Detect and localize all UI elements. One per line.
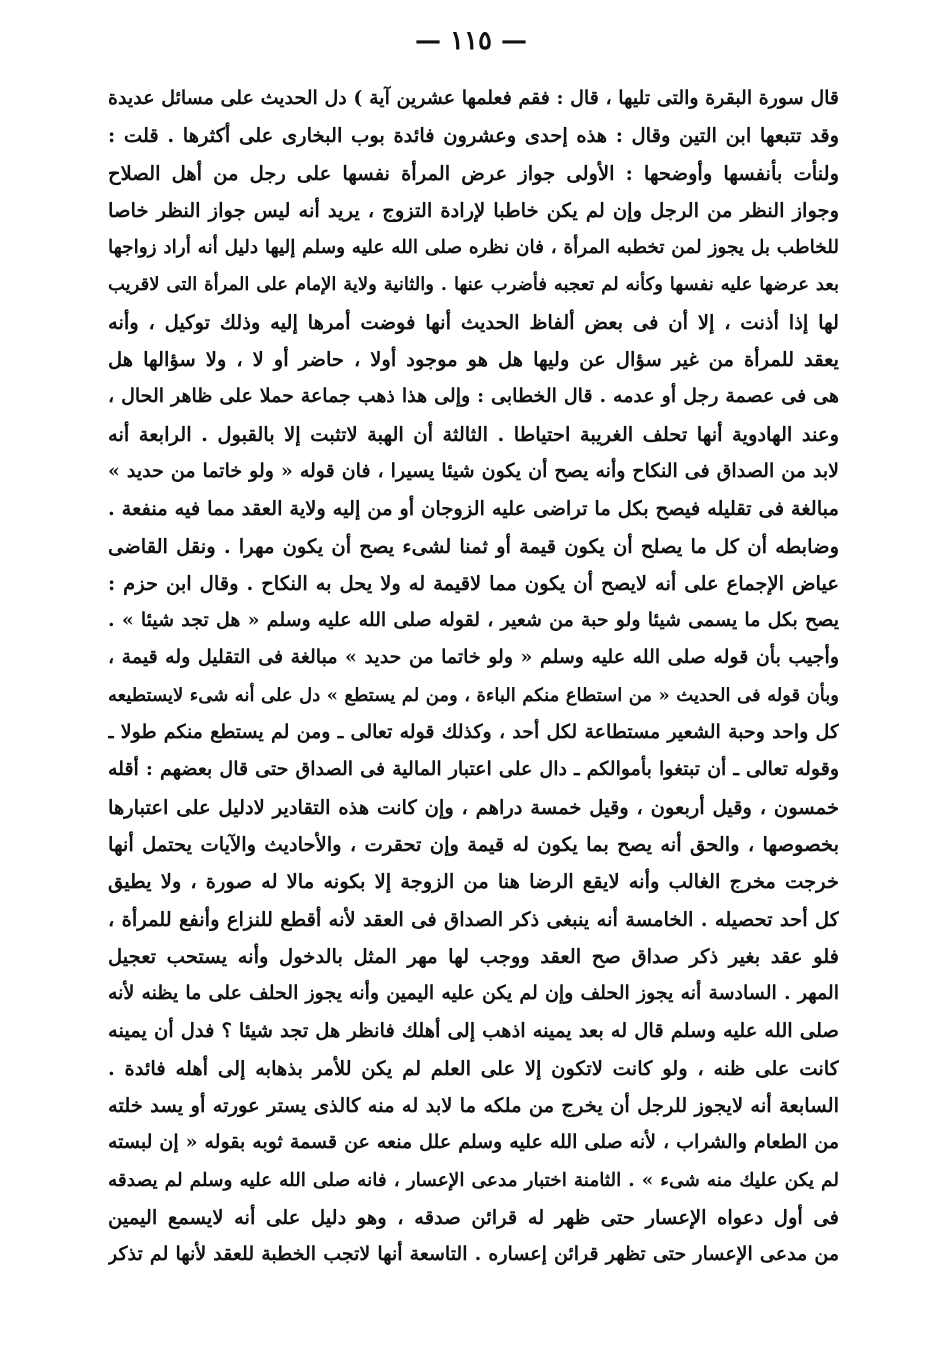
- text-line: كل أحد تحصيله . الخامسة أنه ينبغى ذكر الصداق فى العقد لأنه أقطع للنزاع وأنفع للمرأة ،: [108, 907, 839, 931]
- text-line: لم يكن عليك منه شىء » . الثامنة اختبار مدعى الإعسار ، فانه صلى الله عليه وسلم لم يصدقه: [108, 1169, 839, 1191]
- text-line: يصح بكل ما يسمى شيئا ولو حبة من شعير ، لقوله صلى الله عليه وسلم « هل تجد شيئا » .: [108, 609, 839, 632]
- text-line: من الطعام والشراب ، لأنه صلى الله عليه وسلم علل منعه عن قسمة ثوبه بقوله « إن لبسته: [108, 1131, 839, 1154]
- text-line: يعقد للمرأة من غير سؤال عن وليها هل هو موجود أولا ، حاضر أو لا ، ولا سؤالها هل: [108, 348, 839, 372]
- text-line: وضابطه أن كل ما يصلح أن يكون قيمة أو ثمنا لشىء يصح أن يكون مهرا . ونقل القاضى: [108, 534, 839, 558]
- text-line: عياض الإجماع على أنه لايصح أن يكون مما لاقيمة له ولا يحل به النكاح . وقال ابن حزم :: [108, 571, 839, 595]
- text-line: وبأن قوله فى الحديث « من استطاع منكم الباءة ، ومن لم يستطع » دل على أنه شىء لايستطيعه: [108, 684, 839, 706]
- text-line: المهر . السادسة أنه يجوز الحلف وإن لم يكن عليه اليمين وأنه يجوز الحلف على ما يظنه لأنه: [108, 982, 839, 1005]
- text-line: ولنأت بأنفسها وأوضحها : الأولى جواز عرض المرأة نفسها على رجل من أهل الصلاح: [108, 161, 839, 185]
- text-line: خرجت مخرج الغالب وأنه لايقع الرضا هنا من الزوجة إلا بكونه مالا له صورة ، ولا يطيق: [108, 870, 839, 894]
- text-line: فى أول دعواه الإعسار حتى ظهر له قرائن صدقه ، وهو دليل على أنه لايسمع اليمين: [108, 1205, 839, 1229]
- text-line: خمسون ، وقيل أربعون ، وقيل خمسة دراهم ، وإن كانت هذه التقادير لادليل على اعتبارها: [108, 795, 839, 819]
- text-line: بعد عرضها عليه نفسها وكأنه لم تعجبه فأضرب عنها . والثانية ولاية الإمام على المرأة التى لاقريب: [108, 274, 839, 296]
- text-line: كل واحد وحبة الشعير مستطاعة لكل أحد ، وكذلك قوله تعالى ـ ومن لم يستطع منكم طولا ـ: [108, 721, 839, 744]
- text-line: مبالغة فى تقليله فيصح بكل ما تراضى عليه الزوجان أو من إليه ولاية العقد مما فيه منفعة .: [108, 497, 839, 521]
- text-line: كانت على ظنه ، ولو كانت لاتكون إلا على العلم لم يكن للأمر بذهابه إلى أهله فائدة .: [108, 1056, 839, 1080]
- body-text: [108, 80, 839, 1274]
- text-line: لها إذا أذنت ، إلا أن فى بعض ألفاظ الحديث أنها فوضت أمرها إليه وذلك توكيل ، وأنه: [108, 310, 839, 334]
- text-line: هى فى عصمة رجل أو عدمه . قال الخطابى : وإلى هذا ذهب جماعة حملا على ظاهر الحال ،: [108, 385, 839, 408]
- text-line: وعند الهادوية أنها تحلف الغريبة احتياطا . الثالثة أن الهبة لاتثبت إلا بالقبول . الرابعة أنه: [108, 422, 839, 446]
- text-line: فلو عقد بغير ذكر صداق صح العقد ووجب لها مهر المثل بالدخول وأنه يستحب تعجيل: [108, 944, 839, 968]
- text-line: السابعة أنه لايجوز للرجل أن يخرج من ملكه ما لابد له منه كالذى يستر عورته أو يسد خلته: [108, 1094, 839, 1118]
- text-line: لابد من الصداق فى النكاح وأنه يصح أن يكون شيئا يسيرا ، فان قوله « ولو خاتما من حديد »: [108, 459, 839, 482]
- text-line: قال سورة البقرة والتى تليها ، قال : فقم فعلمها عشرين آية ) دل الحديث على مسائل عديدة: [108, 87, 839, 109]
- text-line: وقوله تعالى ـ أن تبتغوا بأموالكم ـ دال على اعتبار المالية فى الصداق حتى قال بعضهم : أقله: [108, 758, 839, 781]
- text-line: صلى الله عليه وسلم قال له بعد يمينه اذهب إلى أهلك فانظر هل تجد شيئا ؟ فدل أن يمينه: [108, 1019, 839, 1043]
- text-line: وقد تتبعها ابن التين وقال : هذه إحدى وعشرون فائدة بوب البخارى على أكثرها . قلت :: [108, 124, 839, 148]
- page-number: — ١١٥ —: [414, 26, 528, 56]
- text-line: بخصوصها ، والحق أنه يصح بما يكون له قيمة وإن تحقرت ، والأحاديث والآيات يحتمل أنها: [108, 832, 839, 856]
- text-line: من مدعى الإعسار حتى تظهر قرائن إعساره . التاسعة أنها لاتجب الخطبة للعقد لأنها لم تذكر: [108, 1243, 839, 1266]
- text-line: وجواز النظر من الرجل وإن لم يكن خاطبا لإرادة التزوج ، يريد أنه ليس جواز النظر خاصا: [108, 198, 839, 222]
- text-line: وأجيب بأن قوله صلى الله عليه وسلم « ولو خاتما من حديد » مبالغة فى التقليل وله قيمة ،: [108, 646, 839, 669]
- text-line: للخاطب بل يجوز لمن تخطبه المرأة ، فان نظره صلى الله عليه وسلم إليها دليل أنه أراد زواجها: [108, 237, 839, 259]
